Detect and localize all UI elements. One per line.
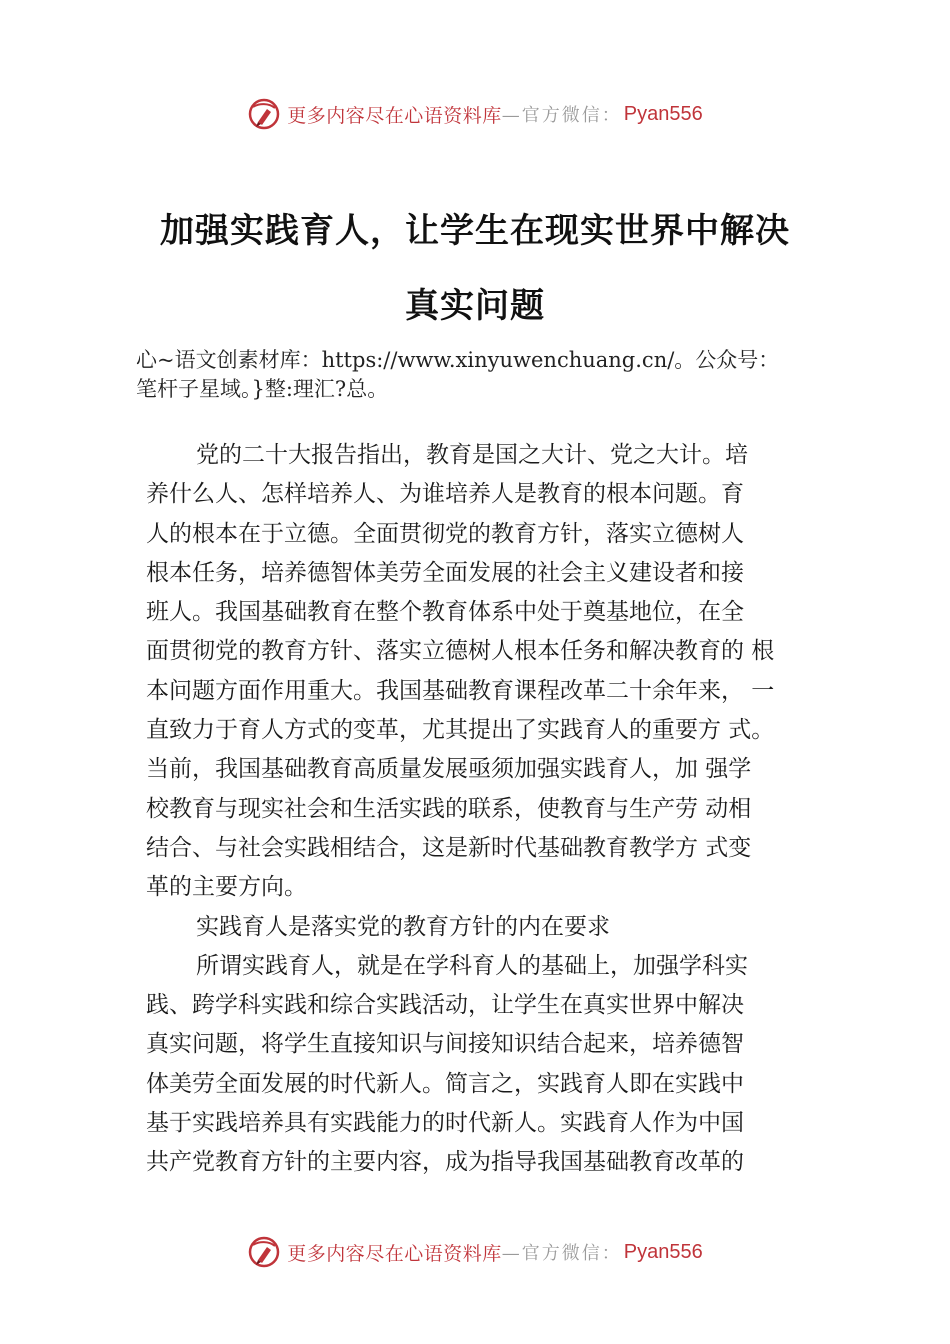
body-line: 人的根本在于立德。全面贯彻党的教育方针，落实立德树人: [146, 520, 744, 547]
body-line: 班人。我国基础教育在整个教育体系中处于奠基地位，在全: [146, 599, 744, 626]
banner-official-label: —官方微信：: [501, 105, 622, 126]
body-line: 践、跨学科实践和综合实践活动，让学生在真实世界中解决: [146, 992, 744, 1019]
body-line: 党的二十大报告指出，教育是国之大计、党之大计。培: [196, 442, 748, 468]
footer-banner: [0, 1232, 950, 1272]
body-line: 直致力于育人方式的变革，尤其提出了实践育人的重要方 式。: [146, 717, 775, 744]
source-note-line-2: 笔杆子星域。}整:理汇?总。: [136, 377, 389, 401]
body-line: 养什么人、怎样培养人、为谁培养人是教育的根本问题。育: [146, 481, 744, 508]
body-line: 体美劳全面发展的时代新人。简言之，实践育人即在实践中: [146, 1070, 744, 1097]
banner-text: 更多内容尽在心语资料库: [287, 104, 502, 127]
section-heading: 实践育人是落实党的教育方针的内在要求: [196, 913, 610, 940]
body-line: 校教育与现实社会和生活实践的联系，使教育与生产劳 动相: [146, 795, 752, 822]
body-line: 本问题方面作用重大。我国基础教育课程改革二十余年来， 一: [146, 677, 775, 704]
banner-wechat-id: Pyan556: [623, 102, 703, 125]
body-line: 根本任务，培养德智体美劳全面发展的社会主义建设者和接: [146, 559, 744, 586]
banner-wechat-id: Pyan556: [623, 1240, 703, 1263]
body-line: 所谓实践育人，就是在学科育人的基础上，加强学科实: [196, 952, 748, 979]
banner-official-label: —官方微信：: [501, 1243, 622, 1264]
body-line: 真实问题，将学生直接知识与间接知识结合起来，培养德智: [146, 1031, 744, 1058]
body-line: 结合、与社会实践相结合，这是新时代基础教育教学方 式变: [146, 834, 752, 861]
body-line: 当前，我国基础教育高质量发展亟须加强实践育人，加 强学: [146, 756, 752, 783]
pen-nib-logo-icon: [247, 1235, 281, 1269]
banner-text: 更多内容尽在心语资料库: [287, 1242, 502, 1265]
header-banner: [0, 94, 950, 134]
document-title-line-1: 加强实践育人，让学生在现实世界中解决: [160, 211, 790, 251]
body-line: 共产党教育方针的主要内容，成为指导我国基础教育改革的: [146, 1149, 744, 1176]
source-note-line-1: 心~语文创素材库：https://www.xinyuwenchuang.cn/。公众号：: [136, 348, 780, 372]
body-line: 基于实践培养具有实践能力的时代新人。实践育人作为中国: [146, 1110, 744, 1137]
document-title-line-2: 真实问题: [405, 286, 545, 326]
source-note: [136, 346, 856, 404]
body-line: 革的主要方向。: [146, 874, 307, 901]
body-line: 面贯彻党的教育方针、落实立德树人根本任务和解决教育的 根: [146, 638, 775, 665]
pen-nib-logo-icon: [247, 97, 281, 131]
document-body: [146, 436, 846, 1183]
